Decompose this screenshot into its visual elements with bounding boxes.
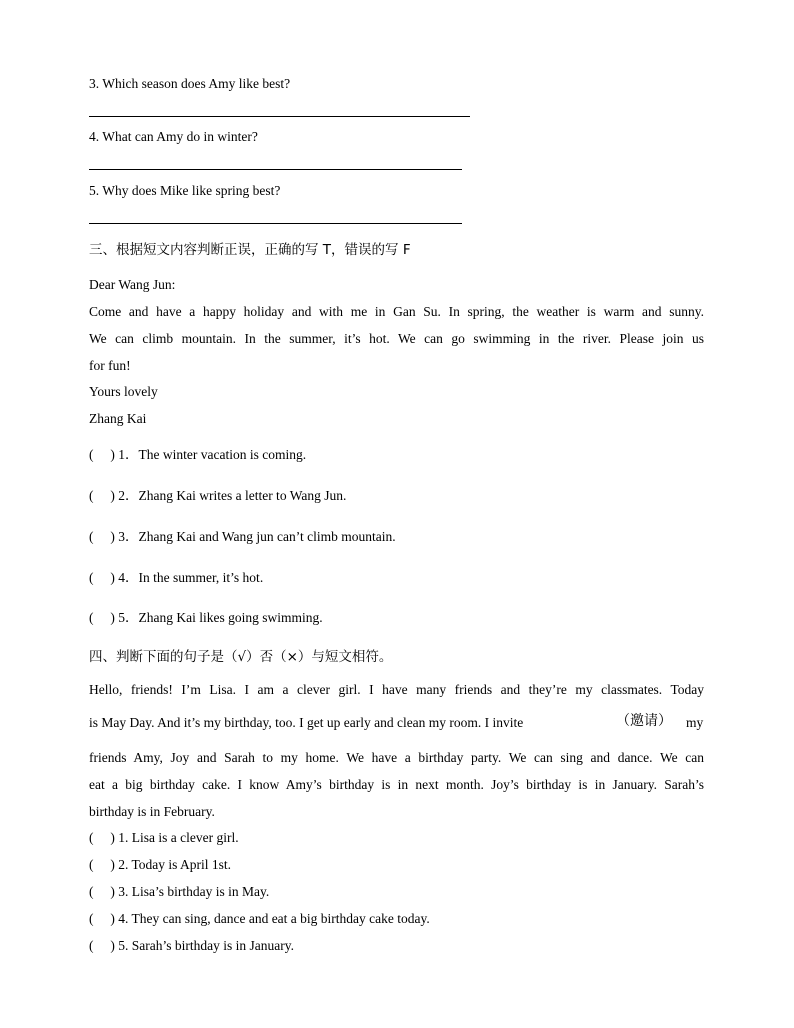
- judge-item-3[interactable]: ( ) 3. Lisa’s birthday is in May.: [89, 884, 270, 899]
- tf-item-2[interactable]: ( ) 2．Zhang Kai writes a letter to Wang Jun.: [89, 488, 347, 503]
- answer-line-4[interactable]: [89, 169, 462, 170]
- letter-line: for fun!: [89, 358, 131, 373]
- answer-line-3[interactable]: [89, 116, 470, 117]
- passage-text: my: [686, 715, 704, 730]
- letter-closing: Yours lovely: [89, 384, 158, 399]
- answer-line-5[interactable]: [89, 223, 462, 224]
- tf-item-5[interactable]: ( ) 5．Zhang Kai likes going swimming.: [89, 610, 323, 625]
- section-4-heading: 四、判断下面的句子是（√）否（×）与短文相符。: [89, 649, 393, 665]
- passage-line: birthday is in February.: [89, 804, 215, 819]
- judge-item-2[interactable]: ( ) 2. Today is April 1st.: [89, 857, 232, 872]
- passage-line: [89, 715, 704, 731]
- section-3-heading: 三、根据短文内容判断正误，正确的写 T，错误的写 F: [89, 242, 411, 258]
- judge-item-1[interactable]: ( ) 1. Lisa is a clever girl.: [89, 830, 239, 845]
- passage-text: is May Day. And it’s my birthday, too. I get up early and clean my room. I invite: [89, 715, 524, 730]
- invite-gloss: （邀请）: [616, 713, 672, 729]
- passage-line: friends Amy, Joy and Sarah to my home. We have a birthday party. We can sing and dance. We can: [89, 750, 704, 765]
- letter-greeting: Dear Wang Jun:: [89, 277, 176, 292]
- tf-item-4[interactable]: ( ) 4．In the summer, it’s hot.: [89, 570, 264, 585]
- letter-line: Come and have a happy holiday and with me in Gan Su. In spring, the weather is warm and sunny.: [89, 304, 704, 319]
- passage-line: eat a big birthday cake. I know Amy’s birthday is in next month. Joy’s birthday is in January. Sarah’s: [89, 777, 704, 792]
- passage-line: Hello, friends! I’m Lisa. I am a clever girl. I have many friends and they’re my classmates. Today: [89, 682, 704, 697]
- tf-item-3[interactable]: ( ) 3．Zhang Kai and Wang jun can’t climb mountain.: [89, 529, 396, 544]
- tf-item-1[interactable]: ( ) 1．The winter vacation is coming.: [89, 447, 307, 462]
- judge-item-5[interactable]: ( ) 5. Sarah’s birthday is in January.: [89, 938, 294, 953]
- letter-signature: Zhang Kai: [89, 411, 147, 426]
- question-5: 5. Why does Mike like spring best?: [89, 183, 281, 198]
- question-3: 3. Which season does Amy like best?: [89, 76, 291, 91]
- letter-line: We can climb mountain. In the summer, it’s hot. We can go swimming in the river. Please join us: [89, 331, 704, 346]
- question-4: 4. What can Amy do in winter?: [89, 129, 258, 144]
- judge-item-4[interactable]: ( ) 4. They can sing, dance and eat a big birthday cake today.: [89, 911, 430, 926]
